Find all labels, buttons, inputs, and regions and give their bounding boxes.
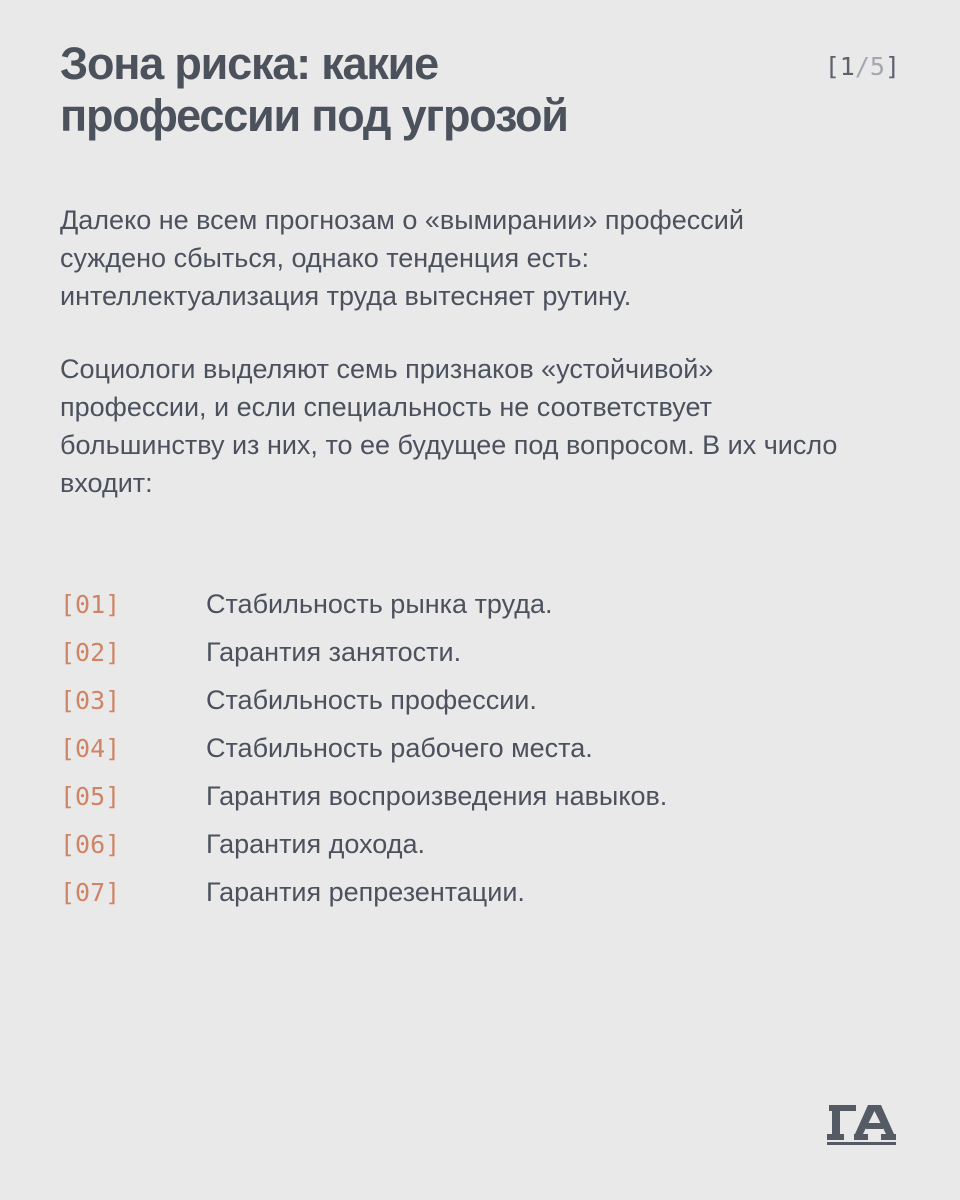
list-item <box>60 724 900 772</box>
list-item <box>60 628 900 676</box>
page-counter-separator: / <box>854 52 870 81</box>
item-number: [04] <box>60 733 121 763</box>
item-number: [07] <box>60 877 121 907</box>
item-number: [02] <box>60 637 121 667</box>
page-counter-close: ] <box>884 52 900 81</box>
item-number: [03] <box>60 685 121 715</box>
criteria-intro-line: Социологи выделяют семь признаков «устойчивой» <box>60 354 714 384</box>
item-number: [05] <box>60 781 121 811</box>
list-item <box>60 580 900 628</box>
criteria-intro-line: входит: <box>60 468 153 498</box>
intro-line: суждено сбыться, однако тенденция есть: <box>60 243 590 273</box>
ga-logo-icon <box>826 1102 898 1146</box>
item-text: Стабильность профессии. <box>206 684 537 715</box>
criteria-intro-line: профессии, и если специальность не соответствует <box>60 392 712 422</box>
criteria-list <box>60 580 900 916</box>
list-item <box>60 820 900 868</box>
page-counter <box>825 52 900 82</box>
brand-logo <box>826 1102 898 1146</box>
page-title <box>60 38 760 142</box>
list-item <box>60 676 900 724</box>
page-counter-current: 1 <box>839 52 855 81</box>
intro-paragraph <box>60 201 900 315</box>
page-counter-total: 5 <box>869 52 885 81</box>
item-number: [06] <box>60 829 121 859</box>
title-line: профессии под угрозой <box>60 90 568 141</box>
title-line: Зона риска: какие <box>60 38 438 89</box>
item-text: Гарантия занятости. <box>206 636 462 667</box>
intro-line: Далеко не всем прогнозам о «вымирании» профессий <box>60 205 744 235</box>
list-item <box>60 772 900 820</box>
criteria-intro-paragraph <box>60 350 900 502</box>
intro-line: интеллектуализация труда вытесняет рутину. <box>60 281 632 311</box>
item-number: [01] <box>60 589 121 619</box>
criteria-intro-line: большинству из них, то ее будущее под вопросом. В их число <box>60 430 838 460</box>
item-text: Гарантия дохода. <box>206 828 425 859</box>
item-text: Гарантия репрезентации. <box>206 876 525 907</box>
page-counter-open: [ <box>824 52 840 81</box>
item-text: Стабильность рабочего места. <box>206 732 593 763</box>
item-text: Гарантия воспроизведения навыков. <box>206 780 668 811</box>
item-text: Стабильность рынка труда. <box>206 588 553 619</box>
list-item <box>60 868 900 916</box>
